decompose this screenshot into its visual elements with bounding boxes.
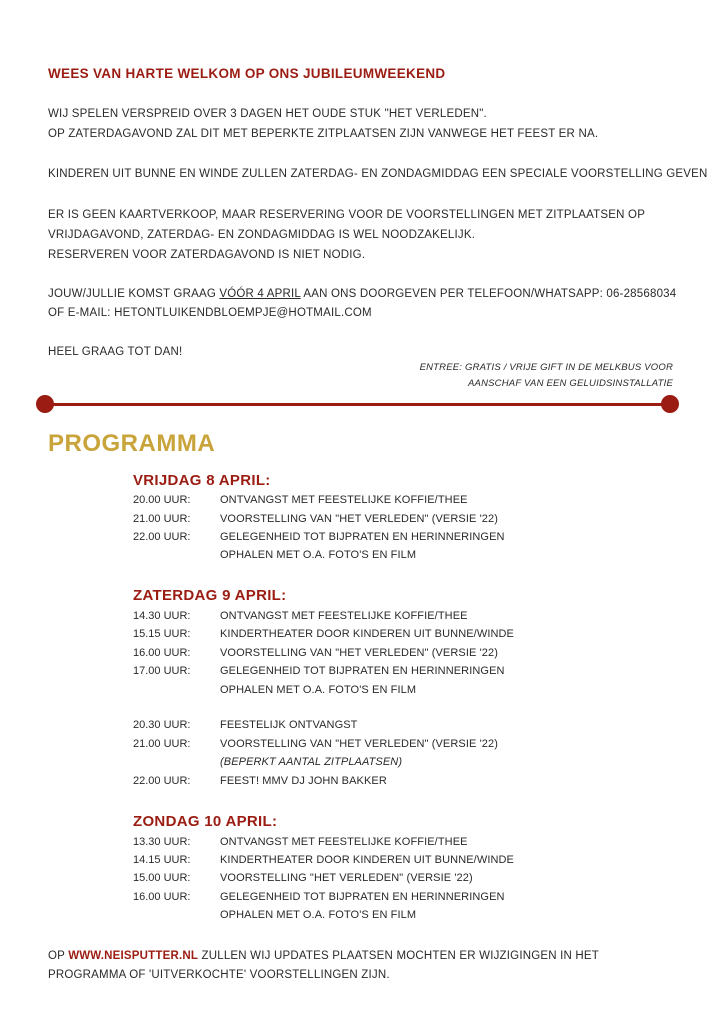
schedule-note: (BEPERKT AANTAL ZITPLAATSEN) (220, 756, 403, 768)
intro-line: WIJ SPELEN VERSPREID OVER 3 DAGEN HET OUDE STUK "HET VERLEDEN". (48, 108, 487, 120)
schedule-time: 15.00 UUR: (133, 872, 191, 884)
reservation-pre: JOUW/JULLIE KOMST GRAAG (48, 288, 220, 300)
welcome-title: WEES VAN HARTE WELKOM OP ONS JUBILEUMWEEKEND (48, 66, 446, 81)
website-link[interactable]: WWW.NEISPUTTER.NL (68, 950, 199, 962)
email-line: OF E-MAIL: HETONTLUIKENDBLOEMPJE@HOTMAIL.COM (48, 307, 372, 319)
schedule-desc: VOORSTELLING VAN "HET VERLEDEN" (VERSIE '22) (220, 647, 498, 659)
schedule-time: 14.15 UUR: (133, 854, 191, 866)
schedule-desc: FEEST! MMV DJ JOHN BAKKER (220, 775, 387, 787)
schedule-time: 20.30 UUR: (133, 719, 191, 731)
schedule-desc: GELEGENHEID TOT BIJPRATEN EN HERINNERINGEN (220, 665, 505, 677)
schedule-desc: ONTVANGST MET FEESTELIJKE KOFFIE/THEE (220, 494, 468, 506)
intro-line: KINDEREN UIT BUNNE EN WINDE ZULLEN ZATERDAG- EN ZONDAGMIDDAG EEN SPECIALE VOORSTELLING GEVEN (48, 168, 708, 180)
schedule-time: 17.00 UUR: (133, 665, 191, 677)
schedule-desc: GELEGENHEID TOT BIJPRATEN EN HERINNERINGEN (220, 891, 505, 903)
schedule-time: 21.00 UUR: (133, 738, 191, 750)
schedule-time: 22.00 UUR: (133, 775, 191, 787)
footer-post: ZULLEN WIJ UPDATES PLAATSEN MOCHTEN ER WIJZIGINGEN IN HET (198, 950, 600, 962)
schedule-desc: ONTVANGST MET FEESTELIJKE KOFFIE/THEE (220, 836, 468, 848)
day-heading-friday: VRIJDAG 8 APRIL: (133, 472, 271, 489)
schedule-time: 16.00 UUR: (133, 647, 191, 659)
schedule-time: 22.00 UUR: (133, 531, 191, 543)
schedule-desc: KINDERTHEATER DOOR KINDEREN UIT BUNNE/WINDE (220, 628, 514, 640)
schedule-time: 13.30 UUR: (133, 836, 191, 848)
day-heading-saturday: ZATERDAG 9 APRIL: (133, 587, 287, 604)
intro-line: VRIJDAGAVOND, ZATERDAG- EN ZONDAGMIDDAG IS WEL NOODZAKELIJK. (48, 229, 476, 241)
divider-dot-left (36, 395, 54, 413)
program-title: PROGRAMMA (48, 430, 216, 457)
footer-line (48, 950, 599, 962)
schedule-time: 16.00 UUR: (133, 891, 191, 903)
intro-line: OP ZATERDAGAVOND ZAL DIT MET BEPERKTE ZITPLAATSEN ZIJN VANWEGE HET FEEST ER NA. (48, 128, 599, 140)
reservation-post: AAN ONS DOORGEVEN PER TELEFOON/WHATSAPP: 06-28568034 (300, 288, 677, 300)
divider-dot-right (661, 395, 679, 413)
reservation-deadline: VÓÓR 4 APRIL (219, 288, 301, 300)
schedule-desc: VOORSTELLING VAN "HET VERLEDEN" (VERSIE '22) (220, 738, 498, 750)
schedule-desc-cont: OPHALEN MET O.A. FOTO'S EN FILM (220, 909, 417, 921)
intro-line: ER IS GEEN KAARTVERKOOP, MAAR RESERVERING VOOR DE VOORSTELLINGEN MET ZITPLAATSEN OP (48, 209, 646, 221)
footer-line: PROGRAMMA OF 'UITVERKOCHTE' VOORSTELLINGEN ZIJN. (48, 969, 390, 981)
reservation-line (48, 288, 676, 300)
day-heading-sunday: ZONDAG 10 APRIL: (133, 813, 278, 830)
schedule-desc-cont: OPHALEN MET O.A. FOTO'S EN FILM (220, 684, 417, 696)
entree-note: ENTREE: GRATIS / VRIJE GIFT IN DE MELKBUS VOOR (419, 362, 673, 373)
schedule-desc: VOORSTELLING "HET VERLEDEN" (VERSIE '22) (220, 872, 473, 884)
schedule-desc: KINDERTHEATER DOOR KINDEREN UIT BUNNE/WINDE (220, 854, 514, 866)
schedule-time: 14.30 UUR: (133, 610, 191, 622)
divider (44, 403, 670, 406)
schedule-desc: VOORSTELLING VAN "HET VERLEDEN" (VERSIE '22) (220, 513, 498, 525)
schedule-time: 20.00 UUR: (133, 494, 191, 506)
intro-line: RESERVEREN VOOR ZATERDAGAVOND IS NIET NODIG. (48, 249, 366, 261)
schedule-desc: FEESTELIJK ONTVANGST (220, 719, 358, 731)
schedule-time: 21.00 UUR: (133, 513, 191, 525)
schedule-desc: ONTVANGST MET FEESTELIJKE KOFFIE/THEE (220, 610, 468, 622)
schedule-time: 15.15 UUR: (133, 628, 191, 640)
closing-text: HEEL GRAAG TOT DAN! (48, 346, 183, 358)
schedule-desc-cont: OPHALEN MET O.A. FOTO'S EN FILM (220, 549, 417, 561)
footer-pre: OP (48, 950, 69, 962)
entree-note: AANSCHAF VAN EEN GELUIDSINSTALLATIE (468, 378, 673, 389)
schedule-desc: GELEGENHEID TOT BIJPRATEN EN HERINNERINGEN (220, 531, 505, 543)
